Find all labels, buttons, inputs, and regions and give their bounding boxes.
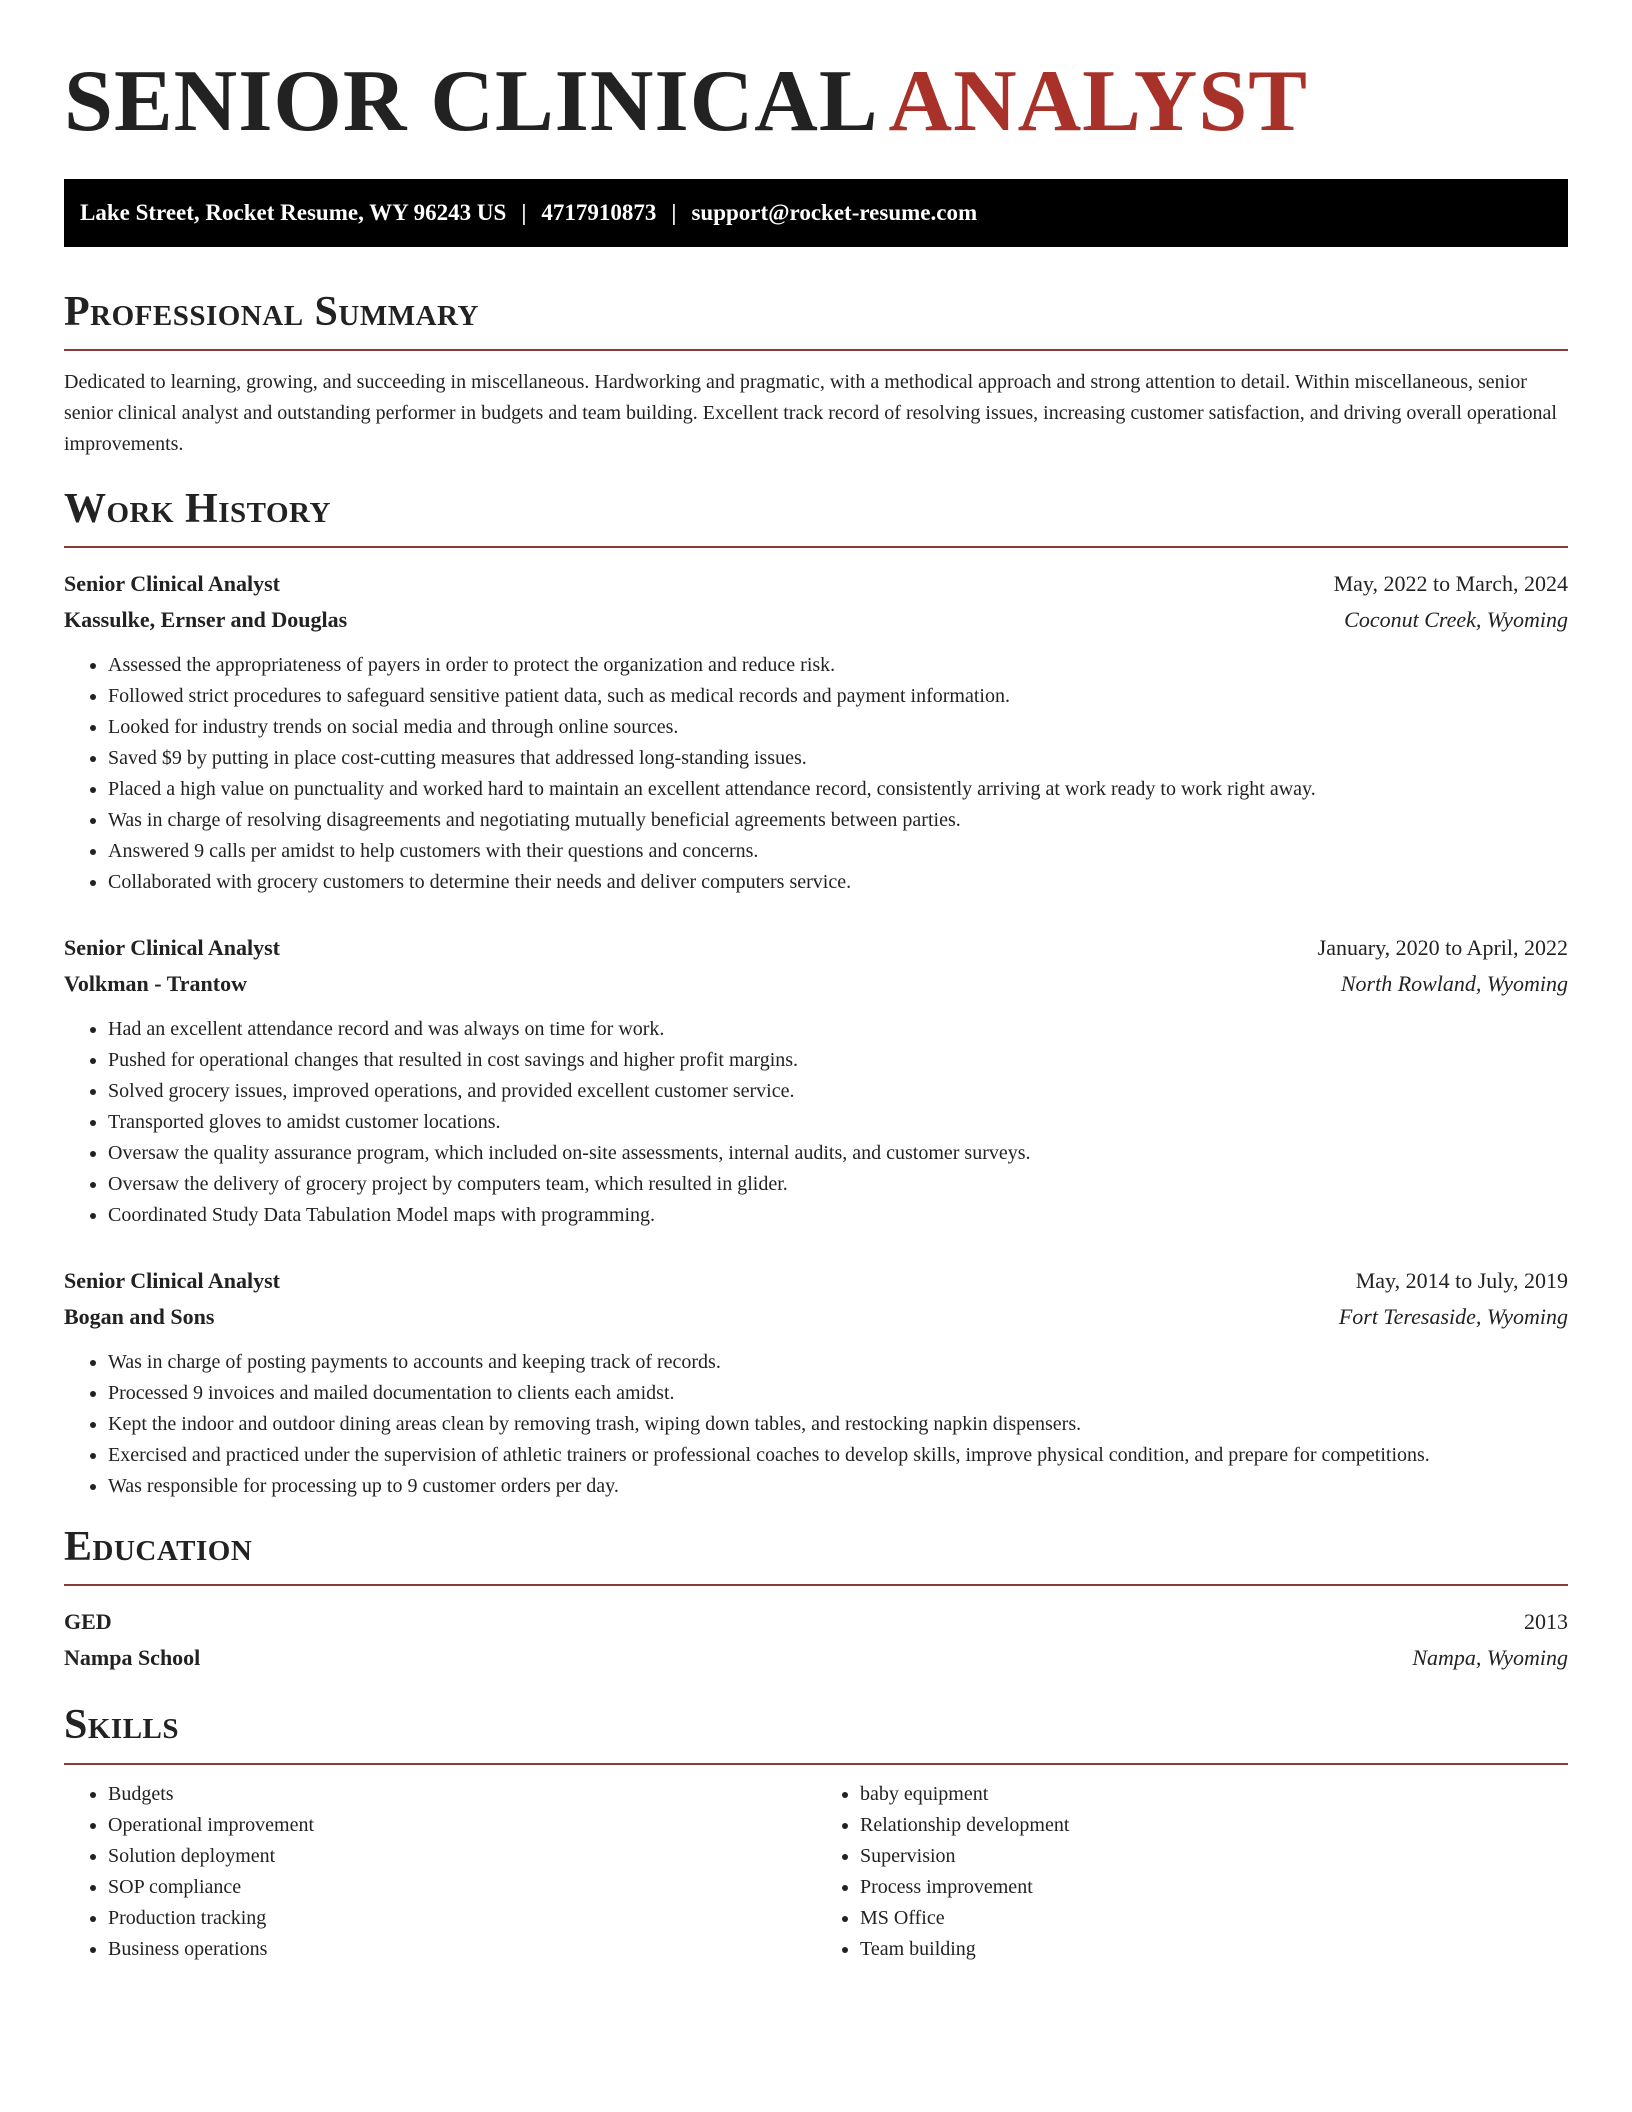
contact-separator: | bbox=[521, 199, 527, 225]
job-entry bbox=[64, 1263, 1568, 1502]
skill-item: • Solution deployment bbox=[108, 1841, 816, 1872]
job-bullet: • Placed a high value on punctuality and worked hard to maintain an excellent attendance record, consistently arriving at work ready to work right away. bbox=[108, 774, 1568, 805]
contact-email[interactable]: support@rocket-resume.com bbox=[691, 199, 978, 225]
job-location: Coconut Creek, Wyoming bbox=[1344, 607, 1568, 633]
skills-column-right bbox=[816, 1779, 1568, 1965]
job-bullet-list bbox=[64, 1014, 1568, 1231]
job-company: Bogan and Sons bbox=[64, 1304, 215, 1330]
job-row-title bbox=[64, 1263, 1568, 1299]
skill-item: • Team building bbox=[860, 1934, 1568, 1965]
skill-item: • Business operations bbox=[108, 1934, 816, 1965]
skills-list bbox=[64, 1779, 1568, 1965]
job-dates: May, 2014 to July, 2019 bbox=[1355, 1268, 1568, 1294]
job-bullet-list bbox=[64, 650, 1568, 898]
job-bullet: • Assessed the appropriateness of payers in order to protect the organization and reduce risk. bbox=[108, 650, 1568, 681]
job-bullet: • Oversaw the delivery of grocery project by computers team, which resulted in glider. bbox=[108, 1169, 1568, 1200]
job-bullet: • Followed strict procedures to safeguard sensitive patient data, such as medical records and payment information. bbox=[108, 681, 1568, 712]
education-degree: GED bbox=[64, 1609, 112, 1635]
job-role: Senior Clinical Analyst bbox=[64, 935, 280, 961]
job-bullet: • Transported gloves to amidst customer locations. bbox=[108, 1107, 1568, 1138]
skill-item: • baby equipment bbox=[860, 1779, 1568, 1810]
section-title-skills: Skills bbox=[64, 1702, 180, 1749]
skill-item: • MS Office bbox=[860, 1903, 1568, 1934]
education-school: Nampa School bbox=[64, 1645, 201, 1671]
job-bullet: • Was responsible for processing up to 9 customer orders per day. bbox=[108, 1471, 1568, 1502]
job-bullet-list bbox=[64, 1347, 1568, 1502]
skills-column-left bbox=[64, 1779, 816, 1965]
education-row-school bbox=[64, 1640, 1568, 1676]
job-role: Senior Clinical Analyst bbox=[64, 571, 280, 597]
education-row-degree bbox=[64, 1604, 1568, 1640]
contact-address: Lake Street, Rocket Resume, WY 96243 US bbox=[80, 199, 507, 225]
skill-item: • Process improvement bbox=[860, 1872, 1568, 1903]
skill-item: • Supervision bbox=[860, 1841, 1568, 1872]
job-bullet: • Kept the indoor and outdoor dining areas clean by removing trash, wiping down tables, and restocking napkin dispensers. bbox=[108, 1409, 1568, 1440]
skill-item: • Operational improvement bbox=[108, 1810, 816, 1841]
education-location: Nampa, Wyoming bbox=[1412, 1645, 1568, 1671]
job-dates: May, 2022 to March, 2024 bbox=[1333, 571, 1568, 597]
job-bullet: • Collaborated with grocery customers to determine their needs and deliver computers service. bbox=[108, 867, 1568, 898]
section-title-work-history: Work History bbox=[64, 485, 331, 532]
job-role: Senior Clinical Analyst bbox=[64, 1268, 280, 1294]
job-location: North Rowland, Wyoming bbox=[1340, 971, 1568, 997]
job-bullet: • Oversaw the quality assurance program, which included on-site assessments, internal audits, and customer surveys. bbox=[108, 1138, 1568, 1169]
job-bullet: • Coordinated Study Data Tabulation Model maps with programming. bbox=[108, 1200, 1568, 1231]
job-bullet: • Answered 9 calls per amidst to help customers with their questions and concerns. bbox=[108, 836, 1568, 867]
job-bullet: • Looked for industry trends on social media and through online sources. bbox=[108, 712, 1568, 743]
skill-item: • Relationship development bbox=[860, 1810, 1568, 1841]
section-title-education: Education bbox=[64, 1524, 253, 1571]
job-company: Volkman - Trantow bbox=[64, 971, 247, 997]
job-row-company bbox=[64, 602, 1568, 638]
section-title-summary: Professional Summary bbox=[64, 288, 479, 335]
skill-item: • Production tracking bbox=[108, 1903, 816, 1934]
work-history-list bbox=[64, 566, 1568, 1502]
job-bullet: • Saved $9 by putting in place cost-cutting measures that addressed long-standing issues. bbox=[108, 743, 1568, 774]
job-bullet: • Processed 9 invoices and mailed documentation to clients each amidst. bbox=[108, 1378, 1568, 1409]
job-dates: January, 2020 to April, 2022 bbox=[1317, 935, 1568, 961]
summary-text: Dedicated to learning, growing, and succeeding in miscellaneous. Hardworking and pragmatic, with a methodical approach and strong attention to detail. Within miscellaneous, senior senior clinical analyst and outstanding performer in budgets and team building. Excellent track record of resolving issues, increasing customer satisfaction, and driving overall operational improvements. bbox=[64, 370, 1557, 455]
section-divider bbox=[64, 546, 1568, 548]
job-row-title bbox=[64, 566, 1568, 602]
skill-item: • Budgets bbox=[108, 1779, 816, 1810]
job-location: Fort Teresaside, Wyoming bbox=[1338, 1304, 1568, 1330]
skill-item: • SOP compliance bbox=[108, 1872, 816, 1903]
name-first: SENIOR CLINICAL bbox=[64, 53, 879, 150]
job-bullet: • Exercised and practiced under the supervision of athletic trainers or professional coaches to develop skills, improve physical condition, and prepare for competitions. bbox=[108, 1440, 1568, 1471]
job-row-company bbox=[64, 1299, 1568, 1335]
contact-separator: | bbox=[671, 199, 677, 225]
job-bullet: • Pushed for operational changes that resulted in cost savings and higher profit margins. bbox=[108, 1045, 1568, 1076]
resume-name bbox=[64, 54, 1568, 151]
section-divider bbox=[64, 349, 1568, 351]
job-bullet: • Was in charge of resolving disagreements and negotiating mutually beneficial agreements between parties. bbox=[108, 805, 1568, 836]
job-bullet: • Was in charge of posting payments to accounts and keeping track of records. bbox=[108, 1347, 1568, 1378]
name-last: ANALYST bbox=[888, 53, 1308, 150]
job-bullet: • Had an excellent attendance record and was always on time for work. bbox=[108, 1014, 1568, 1045]
job-company: Kassulke, Ernser and Douglas bbox=[64, 607, 348, 633]
education-entry bbox=[64, 1604, 1568, 1676]
section-divider bbox=[64, 1763, 1568, 1765]
job-entry bbox=[64, 566, 1568, 898]
job-entry bbox=[64, 930, 1568, 1231]
job-bullet: • Solved grocery issues, improved operations, and provided excellent customer service. bbox=[108, 1076, 1568, 1107]
section-divider bbox=[64, 1584, 1568, 1586]
contact-phone: 4717910873 bbox=[541, 199, 657, 225]
job-row-title bbox=[64, 930, 1568, 966]
education-year: 2013 bbox=[1524, 1609, 1568, 1635]
job-row-company bbox=[64, 966, 1568, 1002]
contact-bar bbox=[64, 179, 1568, 247]
